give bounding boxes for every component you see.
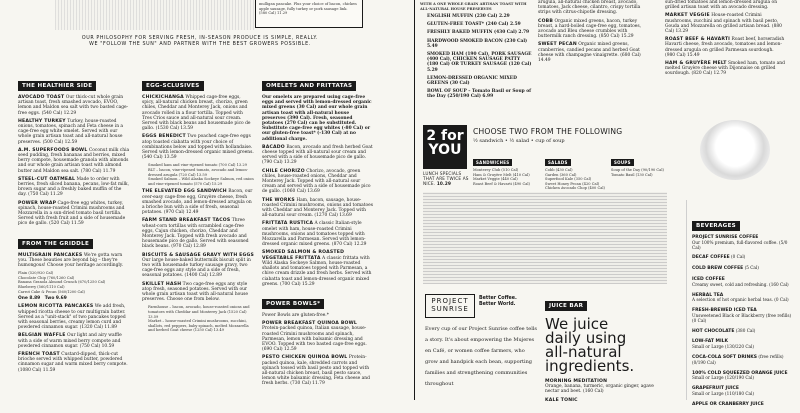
healthier-item-4: POWER WRAP Cage-free egg whites, turkey, spinach, house-roasted Crimini mushrooms and Mozzarella in a sun-dried tomato basil tortilla. Served with fresh fruit and a side of housemade pico de gallo. (520 Cal) 11.59 xyxy=(18,200,126,227)
tuna-text: sun-dried tomatoes and lemon-dressed arugula on grilled artisan toast with an avocado dressing. xyxy=(665,0,778,11)
tfy-salad-4: Chicken Avocado Chop (400 Cal) xyxy=(545,186,605,191)
omelets-intro: Our omelets are prepared using cage-free eggs and served with lemon-dressed organic mixed greens (30 Cal) and our whole grain artisan toast with all-natural house preserves (390 Cal). Fresh, seasoned potatoes (270 Cal) can be substituted. Substitute cage-free egg whites (-80 Cal) or our gluten-free toast* (-130 Cal) at no additional charge. xyxy=(262,95,372,142)
bev-8: COCA-COLA SOFT DRINKS (free refills) (0/190 Cal) xyxy=(692,353,784,365)
griddle-item-0: LEMON RICOTTA PANCAKES We add fresh, whipped ricotta cheese to our multigrain batter. Served as a "unit-stack" of two pancakes topped with seasonal berries, creamy lemon curd and powdered cinnamon sugar. (1320 Cal) 11.89 xyxy=(18,304,126,331)
sandwich-1: ROAST BEEF & HAVARTI Roast beef, horseradish Havarti cheese, fresh avocado, tomatoes and lemon-dressed arugula on grilled Parmesan sourdough. (980 Cal) 15.49 xyxy=(665,37,785,58)
side-6: BOWL OF SOUP – Tomato Basil or Soup of the Day (250/190 Cal) 6.99 xyxy=(427,89,532,100)
tfy-salad-1: Garden (360 Cal) xyxy=(545,172,577,177)
sunrise-tagline xyxy=(479,296,517,308)
bene-0: Smoked ham and vine-ripened tomato (700 Cal) 13.29 xyxy=(148,163,247,168)
two-for-you-badge xyxy=(423,125,467,169)
cup-icon xyxy=(700,120,770,180)
pancake-prices: One 8.89 Two 9.69 xyxy=(18,296,67,302)
tfy-salad-3: Sweet Honey Pecan (420 Cal) xyxy=(545,181,600,186)
col-soups-label: SOUPS xyxy=(611,159,634,166)
griddle-header: FROM THE GRIDDLE xyxy=(18,239,93,249)
tfy-salad-2: Superfood Kale (350 Cal) xyxy=(545,177,592,182)
egg-item-5: SKILLET HASH Two cage-free eggs any style atop fresh, seasoned potatoes. Served with our whole grain artisan toast with all-natural house preserves. Choose one from below. xyxy=(142,281,248,303)
pancake-option-1: Chocolate Chip (760/1260 Cal) xyxy=(18,275,75,280)
omelet-item-1: CHILE CHORIZO Chorizo, avocado, green chiles, house-roasted onions, Cheddar and Monterey Jack. Topped with all-natural sour cream and served with a side of housemade pico de gallo. (1060 Cal) 13.69 xyxy=(262,168,371,195)
side-4: SMOKED HAM (190 Cal), PORK SAUSAGE (400 Cal), CHICKEN SAUSAGE PATTY (180 Cal) OR TURKEY SAUSAGE (120 Cal) 5.29 xyxy=(427,52,532,73)
power-bowls-header: POWER BOWLS* xyxy=(262,299,324,309)
two-for-you-heading: CHOOSE TWO FROM THE FOLLOWING xyxy=(473,127,623,136)
tfy-sandwich-3: Roast Beef & Havarti (490 Cal) xyxy=(473,181,530,186)
bene-1: BLT – bacon, vine-ripened tomato, avocado and lemon-dressed arugula (720 Cal) 13.59 xyxy=(148,168,248,177)
egg-item-3: FARM STAND BREAKFAST TACOS Three wheat-corn tortillas with scrambled cage-free eggs, Cajun chicken, chorizo, Cheddar and Monterey Jack. Topped with fresh avocado and housemade pico de gallo. Served with seasoned black beans. (970 Cal) 12.89 xyxy=(142,218,249,250)
philosophy-line-1: OUR PHILOSOPHY FOR SERVING FRESH, IN-SEASON PRODUCE IS SIMPLE, REALLY. xyxy=(81,36,319,41)
classic-snippet: mulligan pancake. Plus your choice of bacon, chicken apple sausage, fully turkey or pork sausage link. xyxy=(259,2,357,11)
griddle-item-2: FRENCH TOAST Custard-dipped, thick-cut brioche served with whipped butter, powdered cinnamon sugar and warm mixed berry compote. (1080 Cal) 11.59 xyxy=(18,352,128,373)
column-healthier xyxy=(18,72,130,376)
juice-headline xyxy=(545,317,665,373)
egg-item-2: THE ELEVATED EGG SANDWICH Bacon, our over-easy cage-free egg, Gruyère cheese, fresh smashed avocado, and lemon-dressed arugula on a brioche bun with a side of fresh, seasonal potatoes. (970 Cal) 12.49 xyxy=(142,189,253,216)
griddle-item-1: BELGIAN WAFFLE Our light and airy waffle with a side of warm mixed berry compote and powdered cinnamon sugar. (750 Cal) 10.59 xyxy=(18,333,122,349)
tfy-sandwich-1: Ham & Gruyère Melt (410 Cal) xyxy=(473,172,530,177)
bene-2: Smoked Salmon – Wild Alaska Sockeye Salmon, red onion and vine-ripened tomato (570 Cal) 15.29 xyxy=(148,177,254,186)
healthier-item-2: A.M. SUPERFOODS BOWL Coconut milk chia seed pudding, fresh bananas and berries, mixed berry compote, housemade granola with almonds and our whole grain artisan toast with almond butter and Maldon sea salt. (780 Cal) 11.79 xyxy=(18,147,130,174)
multigrain-item: MULTIGRAIN PANCAKES We're gotta warn you. These beauties are beyond big – they're humongous! Choose your heritage accordingly. xyxy=(18,252,124,269)
sunrise-logo xyxy=(425,294,475,318)
eggsclusives-header: EGG-SCLUSIVES xyxy=(142,81,204,91)
col-sandwiches xyxy=(473,149,533,186)
hash-1: Market – house-roasted Crimini mushrooms, zucchini, shallots, red peppers, baby spinach, melted Mozzarella and herbed Goat cheese (1250 Cal) 13.49 xyxy=(148,319,249,333)
omelet-item-4: SMOKED SALMON & ROASTED VEGETABLE FRITTATA A classic frittata with Wild Alaska Sockeye Salmon, house-roasted shallots and tomatoes topped with Parmesan, a chive cream drizzle and fresh herbs. Served with ciabatta toast and lemon-dressed organic mixed greens. (700 Cal) 15.29 xyxy=(262,250,372,287)
bev-11: APPLE OR CRANBERRY JUICE xyxy=(692,401,764,407)
bowl-item-0: POWER BREAKFAST QUINOA BOWL Protein-packed quinoa, Italian sausage, house-roasted Crimini mushrooms and spinach, Parmesan, lemon with balsamic dressing and EVOO. Topped with two basted cage-free eggs. (690 Cal) 12.59 xyxy=(262,321,367,353)
beverages xyxy=(692,212,792,413)
juice-item-1: KALE TONIC xyxy=(545,397,578,403)
bev-4: HERBAL TEA A selection of hot organic herbal teas. (0 Cal) xyxy=(692,292,789,303)
power-bowls-intro: Power Bowls are gluten-free.* xyxy=(262,313,329,318)
juice-item-0: MORNING MEDITATION Orange, banana, turmeric, organic ginger, agave nectar and beet. (160 Cal) xyxy=(545,379,654,395)
col-soups xyxy=(611,149,667,177)
tfy-salad-0: Cobb (430 Cal) xyxy=(545,168,573,172)
omelet-item-3: FRITTATA RUSTICA A classic Italian-style omelet with ham, house-roasted Crimini mushrooms, onions and tomatoes topped with Mozzarella and Parmesan. Served with lemon-dressed organic mixed greens. (870 Cal) 12.29 xyxy=(262,221,367,248)
pancake-option-0: Plain (520/920 Cal) xyxy=(18,271,54,276)
two-for-you xyxy=(423,125,667,191)
philosophy-line-2: WE "FOLLOW THE SUN" AND PARTNER WITH THE BEST GROWERS POSSIBLE. xyxy=(89,42,311,47)
side-5: LEMON-DRESSED ORGANIC MIXED GREENS (30 Cal) xyxy=(427,75,517,87)
bev-1: DECAF COFFEE (0 Cal) xyxy=(692,254,746,261)
whole-grain-text: WITH A ONE WHOLE GRAIN ARTISAN TOAST WITH ALL-NATURAL HOUSE PRESERVES xyxy=(420,2,527,11)
column-omelets xyxy=(262,72,374,290)
tfy-sandwich-2: Market Veggie (440 Cal) xyxy=(473,177,518,182)
hash-0: Farmhouse – bacon, avocado, house-roasted onions and tomatoes with Cheddar and Monterey Jack (1520 Cal) 13.59 xyxy=(148,305,250,319)
sunrise-tag-1: Better Coffee. xyxy=(479,296,517,301)
bev-2: COLD BREW COFFEE (5 Cal) xyxy=(692,265,759,272)
egg-item-4: BISCUITS & SAUSAGE GRAVY WITH EGGS Our large house-baked buttermilk biscuit split in two with housemade turkey sausage gravy, two cage-free eggs any style and a side of fresh, seasonal potatoes. (1400 Cal) 12.89 xyxy=(142,252,254,279)
column-eggsclusives xyxy=(142,72,254,333)
col-sandwiches-label: SANDWICHES xyxy=(473,159,512,166)
sunrise-logo-line-2: SUNRISE xyxy=(431,305,469,313)
beverages-header: BEVERAGES xyxy=(692,221,740,231)
omelet-item-2: THE WORKS Ham, bacon, sausage, house-roasted Crimini mushrooms, onions and tomatoes with Cheddar and Monterey Jack. Topped with all-natural sour cream. (1270 Cal) 13.69 xyxy=(262,197,374,219)
divider-right xyxy=(686,200,687,400)
bev-5: FRESH-BREWED ICED TEA Unsweetened Black or Blackberry (free refills) (0 Cal) xyxy=(692,308,792,323)
bev-9: 100% COLD SQUEEZED ORANGE JUICE Small or Large (120/190 Cal) xyxy=(692,370,788,381)
col-salads xyxy=(545,149,605,191)
side-2: FRESHLY BAKED MUFFIN (430 Cal) 2.79 xyxy=(427,30,530,36)
farm-illustration xyxy=(423,192,667,284)
side-3: HARDWOOD SMOKED BACON (230 Cal) 5.49 xyxy=(427,38,528,49)
bowl-item-1: PESTO CHICKEN QUINOA BOWL Protein-packed quinoa, kale, shredded carrots and spinach tossed with basil pesto and topped with all-natural chicken breast, basil pesto sauce, lemon white balsamic dressing, Feta cheese and fresh herbs. (730 Cal) 11.79 xyxy=(262,355,370,387)
healthier-item-0: AVOCADO TOAST Our thick-cut whole grain artisan toast, fresh smashed avocado, EVOO, lemon and Maldon sea salt with two basted cage-free eggs. (540 Cal) 12.29 xyxy=(18,95,129,116)
tfy-soup-1: Tomato Basil (130 Cal) xyxy=(611,172,653,177)
side-0: ENGLISH MUFFIN (230 Cal) 2.29 xyxy=(427,14,510,19)
juice-headline-1: We juice xyxy=(545,315,609,333)
two-for-you-lunch: LUNCH SPECIALS THAT ARE TWICE AS NICE. 10.29 xyxy=(423,171,469,186)
healthier-item-3: STEEL-CUT OATMEAL Made to order with berries, fresh sliced banana, pecans, low-fat milk, brown sugar and a freshly baked muffin of the day. (750 Cal) 11.29 xyxy=(18,176,129,198)
two-for-you-big: 2 for YOU xyxy=(426,128,464,158)
sandwiches-list xyxy=(665,0,785,80)
pancake-option-4: Carrot Cake & Pecan (560/1200 Cal) xyxy=(18,289,85,294)
pancake-option-2: Banana Granola Almond Crunch (670/1250 Cal) xyxy=(18,280,106,285)
col-salads-label: SALADS xyxy=(545,159,571,166)
classic-box xyxy=(255,0,363,28)
juice-headline-4: ingredients. xyxy=(545,357,635,375)
salads-list xyxy=(538,0,648,66)
sunrise-logo-line-1: PROJECT xyxy=(431,297,469,305)
egg-item-0: CHICKICHANGA Whipped cage-free eggs, spicy, all-natural chicken breast, chorizo, green chiles, Cheddar and Monterey Jack, onions and avocado rolled in a flour tortilla. Topped with Tres Crios sauce and all-natural sour cream. Served with black beans and housemade pico de gallo. (1530 Cal) 13.59 xyxy=(142,95,251,132)
side-1: GLUTEN-FREE TOAST* (240 Cal) 2.59 xyxy=(427,22,521,28)
salad-1: SWEET PECAN Organic mixed greens, cranberries, candied pecans and herbed Goat cheese with champagne vinaigrette. (680 Cal) 14.49 xyxy=(538,42,641,64)
juice-bar-header: JUICE BAR xyxy=(545,301,587,311)
sunrise-tag-2: Better World. xyxy=(479,302,516,307)
healthier-side-header: THE HEALTHIER SIDE xyxy=(18,81,96,91)
right-top-text: arugula, all-natural chicken breast, avocado, tomatoes, Jack cheese, cilantro, crispy tortilla strips with citrus-chipotle dressing. xyxy=(538,0,641,16)
juice-headline-3: all-natural xyxy=(545,343,622,361)
two-for-you-sub: ½ sandwich • ½ salad • cup of soup xyxy=(473,138,565,144)
illustration-strip xyxy=(55,0,255,30)
omelet-item-0: BACADO Bacon, avocado and fresh herbed Goat cheese topped with all-natural sour cream and served with a side of housemade pico de gallo. (790 Cal) 13.29 xyxy=(262,144,373,166)
bev-0: PROJECT SUNRISE COFFEE Our 100% premium, full-flavored coffee. (5/0 Cal) xyxy=(692,235,788,250)
divider-left xyxy=(414,0,415,400)
pancake-option-3: Blueberry (560/1110 Cal) xyxy=(18,285,65,290)
sandwich-2: HAM & GRUYÈRE MELT Smoked ham, tomato and melted Gruyère cheese with Dijonnaise on grilled sourdough. (820 Cal) 12.79 xyxy=(665,61,785,77)
bev-6: HOT CHOCOLATE (380 Cal) xyxy=(692,327,756,334)
power-bowls xyxy=(262,290,374,390)
sandwich-0: MARKET VEGGIE House-roasted Crimini mushrooms, zucchini and spinach with basil pesto, Gouda and Mozzarella on grilled artisan bread. (880 Cal) 13.29 xyxy=(665,13,782,35)
egg-item-1: EGGS BENEDICT Two poached cage-free eggs atop toasted ciabatta with your choice of combinations below and topped with hollandaise. Served with lemon-dressed organic mixed greens. (540 Cal) 13.59 xyxy=(142,134,254,161)
bev-7: LOW-FAT MILK Small or Large (130/220 Cal) xyxy=(692,339,755,350)
juice-headline-2: daily using xyxy=(545,329,627,347)
tfy-sandwich-0: Monterey Club (510 Cal) xyxy=(473,168,519,172)
bev-3: ICED COFFEE Creamy sweet, cold and refreshing. (160 Cal) xyxy=(692,276,789,287)
sides-list xyxy=(427,14,532,103)
healthier-item-1: HEALTHY TURKEY Turkey, house-roasted onions, tomatoes, spinach and Feta cheese in a cage-free egg white omelet. Served with our whole grain artisan toast and all-natural house preserves. (500 Cal) 12.59 xyxy=(18,118,124,145)
bev-10: GRAPEFRUIT JUICE Small or Large (110/180 Cal) xyxy=(692,386,755,396)
salad-0: COBB Organic mixed greens, bacon, turkey breast, a hard-boiled cage-free egg, tomatoes, avocado and Bleu cheese crumbles with buttermilk ranch dressing. (850 Cal) 15.29 xyxy=(538,18,641,40)
sunrise-body: Every cup of our Project Sunrise coffee tells a story. It's about empowering the Mujeres en Café, or women coffee farmers, who grow and handpick each bean, supporting families and strengthening communities throughout xyxy=(425,326,537,387)
classic-price: (580 Cal) 11.29 xyxy=(259,11,288,16)
tfy-soup-0: Soup of the Day (90/190 Cal) xyxy=(611,168,664,172)
coffee-cup-illustration xyxy=(690,100,790,195)
omelets-header: OMELETS AND FRITTATAS xyxy=(262,81,356,91)
juice-bar xyxy=(545,292,665,406)
